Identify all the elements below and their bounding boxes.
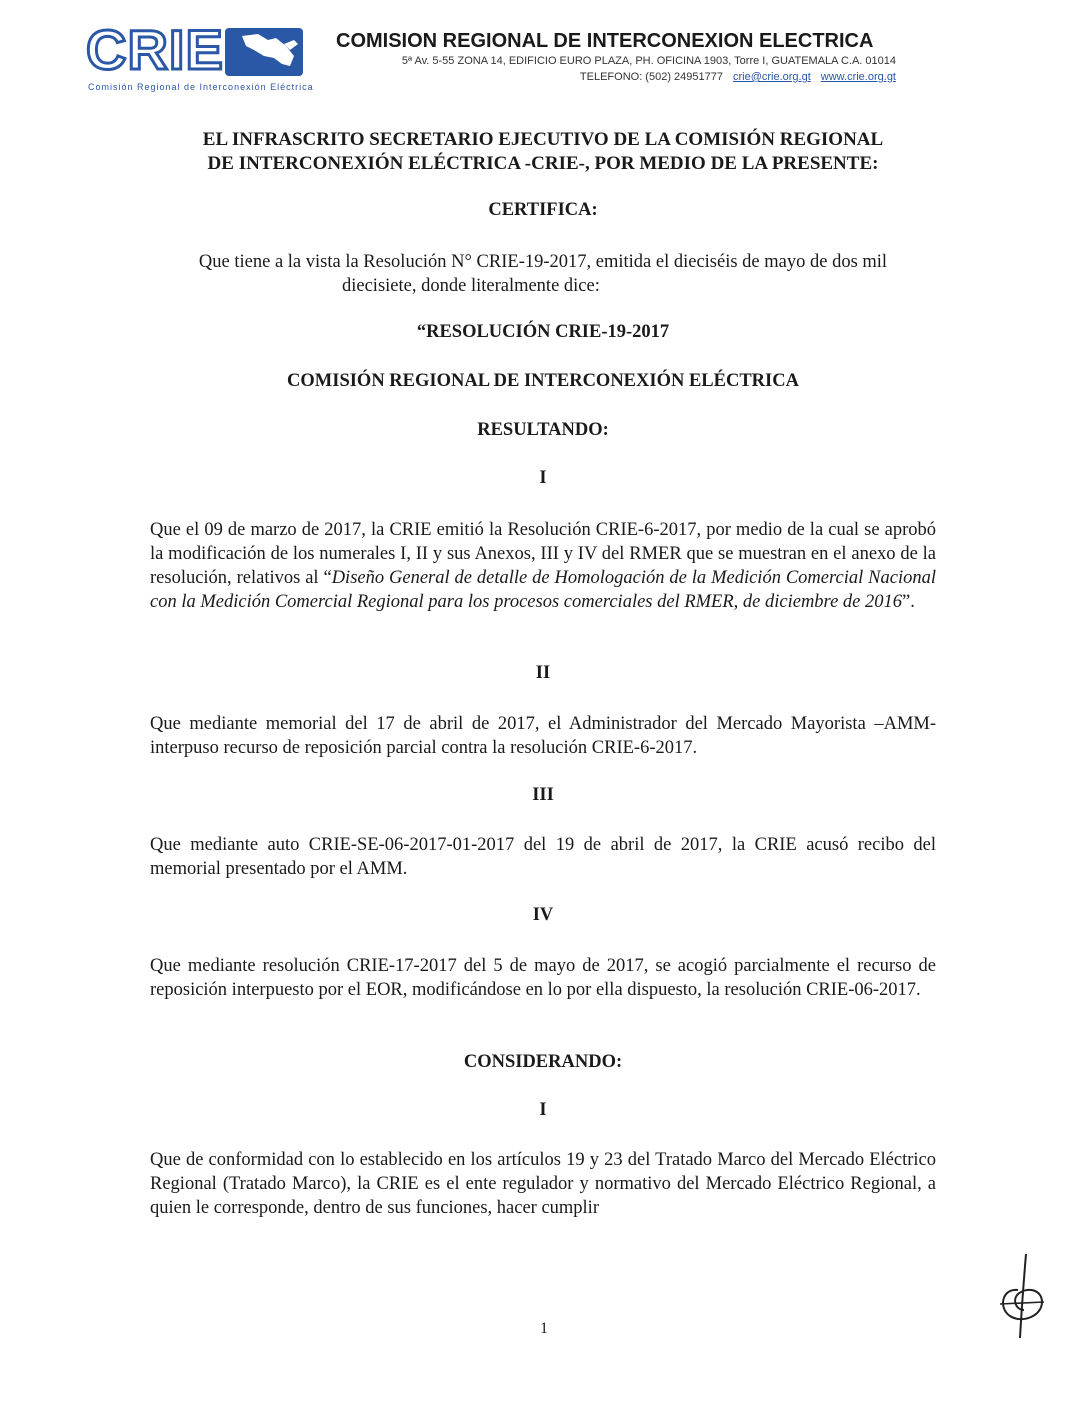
central-america-map-icon	[224, 22, 306, 80]
certifica-title: CERTIFICA:	[488, 200, 598, 220]
intro-line-2: diecisiete, donde literalmente dice:	[342, 276, 600, 296]
resultando-paragraph	[150, 518, 936, 614]
considerando-text: Que de conformidad con lo establecido en los artículos 19 y 23 del Tratado Marco del Mercado Eléctrico Regional (Tratado Marco), la CRIE es el ente regulador y normativo del Mercado Eléctrico Regional, a quien le corresponde, dentro de sus funciones, hacer cumplir	[150, 1150, 936, 1218]
intro-line-1: Que tiene a la vista la Resolución N° CRIE-19-2017, emitida el dieciséis de mayo de dos mil	[198, 252, 888, 272]
phone-number: TELEFONO: (502) 24951777	[579, 71, 723, 83]
resultando-numeral: II	[535, 663, 551, 683]
resultando-numeral: IV	[532, 905, 554, 925]
considerando-paragraph	[150, 1148, 936, 1220]
crie-logo	[84, 20, 314, 100]
resultando-text: Que mediante resolución CRIE-17-2017 del 5 de mayo de 2017, se acogió parcialmente el recurso de reposición interpuesto por el EOR, modificándose en lo por ella dispuesto, la resolución CRIE-06-2017.	[150, 956, 936, 1000]
resultando-paragraph	[150, 833, 936, 881]
resolution-title: “RESOLUCIÓN CRIE-19-2017	[416, 322, 670, 342]
resultando-title: RESULTANDO:	[477, 420, 609, 440]
heading-line-1: EL INFRASCRITO SECRETARIO EJECUTIVO DE LA COMISIÓN REGIONAL	[202, 129, 884, 150]
resultando-text: Que el 09 de marzo de 2017, la CRIE emitió la Resolución CRIE-6-2017, por medio de la cual se aprobó la modificación de los numerales I, II y sus Anexos, III y IV del RMER que se muestran en el anexo de la resolución, relativos al “	[150, 520, 936, 588]
page-number: 1	[540, 1320, 548, 1337]
organization-contact	[580, 71, 896, 83]
resultando-paragraph	[150, 954, 936, 1002]
logo-subtitle: Comisión Regional de Interconexión Eléctrica	[88, 82, 314, 92]
resultando-text: Que mediante memorial del 17 de abril de 2017, el Administrador del Mercado Mayorista –AMM- interpuso recurso de reposición parcial contra la resolución CRIE-6-2017.	[150, 714, 936, 758]
considerando-title: CONSIDERANDO:	[463, 1052, 623, 1072]
intro-paragraph	[150, 250, 936, 298]
website-link[interactable]: www.crie.org.gt	[820, 71, 896, 83]
resultando-italic-text: Diseño General de detalle de Homologación de la Medición Comercial Nacional con la Medición Comercial Regional para los procesos comerciales del RMER, de diciembre de 2016	[150, 568, 937, 612]
considerando-numeral: I	[539, 1100, 547, 1120]
resultando-numeral: I	[539, 468, 547, 488]
resultando-numeral: III	[532, 785, 554, 805]
heading-line-2: DE INTERCONEXIÓN ELÉCTRICA -CRIE-, POR MEDIO DE LA PRESENTE:	[207, 153, 879, 174]
organization-address: 5ª Av. 5-55 ZONA 14, EDIFICIO EURO PLAZA, PH. OFICINA 1903, Torre I, GUATEMALA C.A. 01014	[401, 55, 896, 67]
certifying-heading	[150, 128, 936, 176]
resultando-text: Que mediante auto CRIE-SE-06-2017-01-2017 del 19 de abril de 2017, la CRIE acusó recibo del memorial presentado por el AMM.	[150, 835, 936, 879]
resultando-text-end: ”.	[902, 592, 915, 612]
logo-text: CRIE	[86, 18, 224, 81]
resultando-paragraph	[150, 712, 936, 760]
organization-name: COMISION REGIONAL DE INTERCONEXION ELECTRICA	[336, 30, 874, 52]
email-link[interactable]: crie@crie.org.gt	[732, 71, 811, 83]
commission-title: COMISIÓN REGIONAL DE INTERCONEXIÓN ELÉCTRICA	[287, 371, 799, 391]
